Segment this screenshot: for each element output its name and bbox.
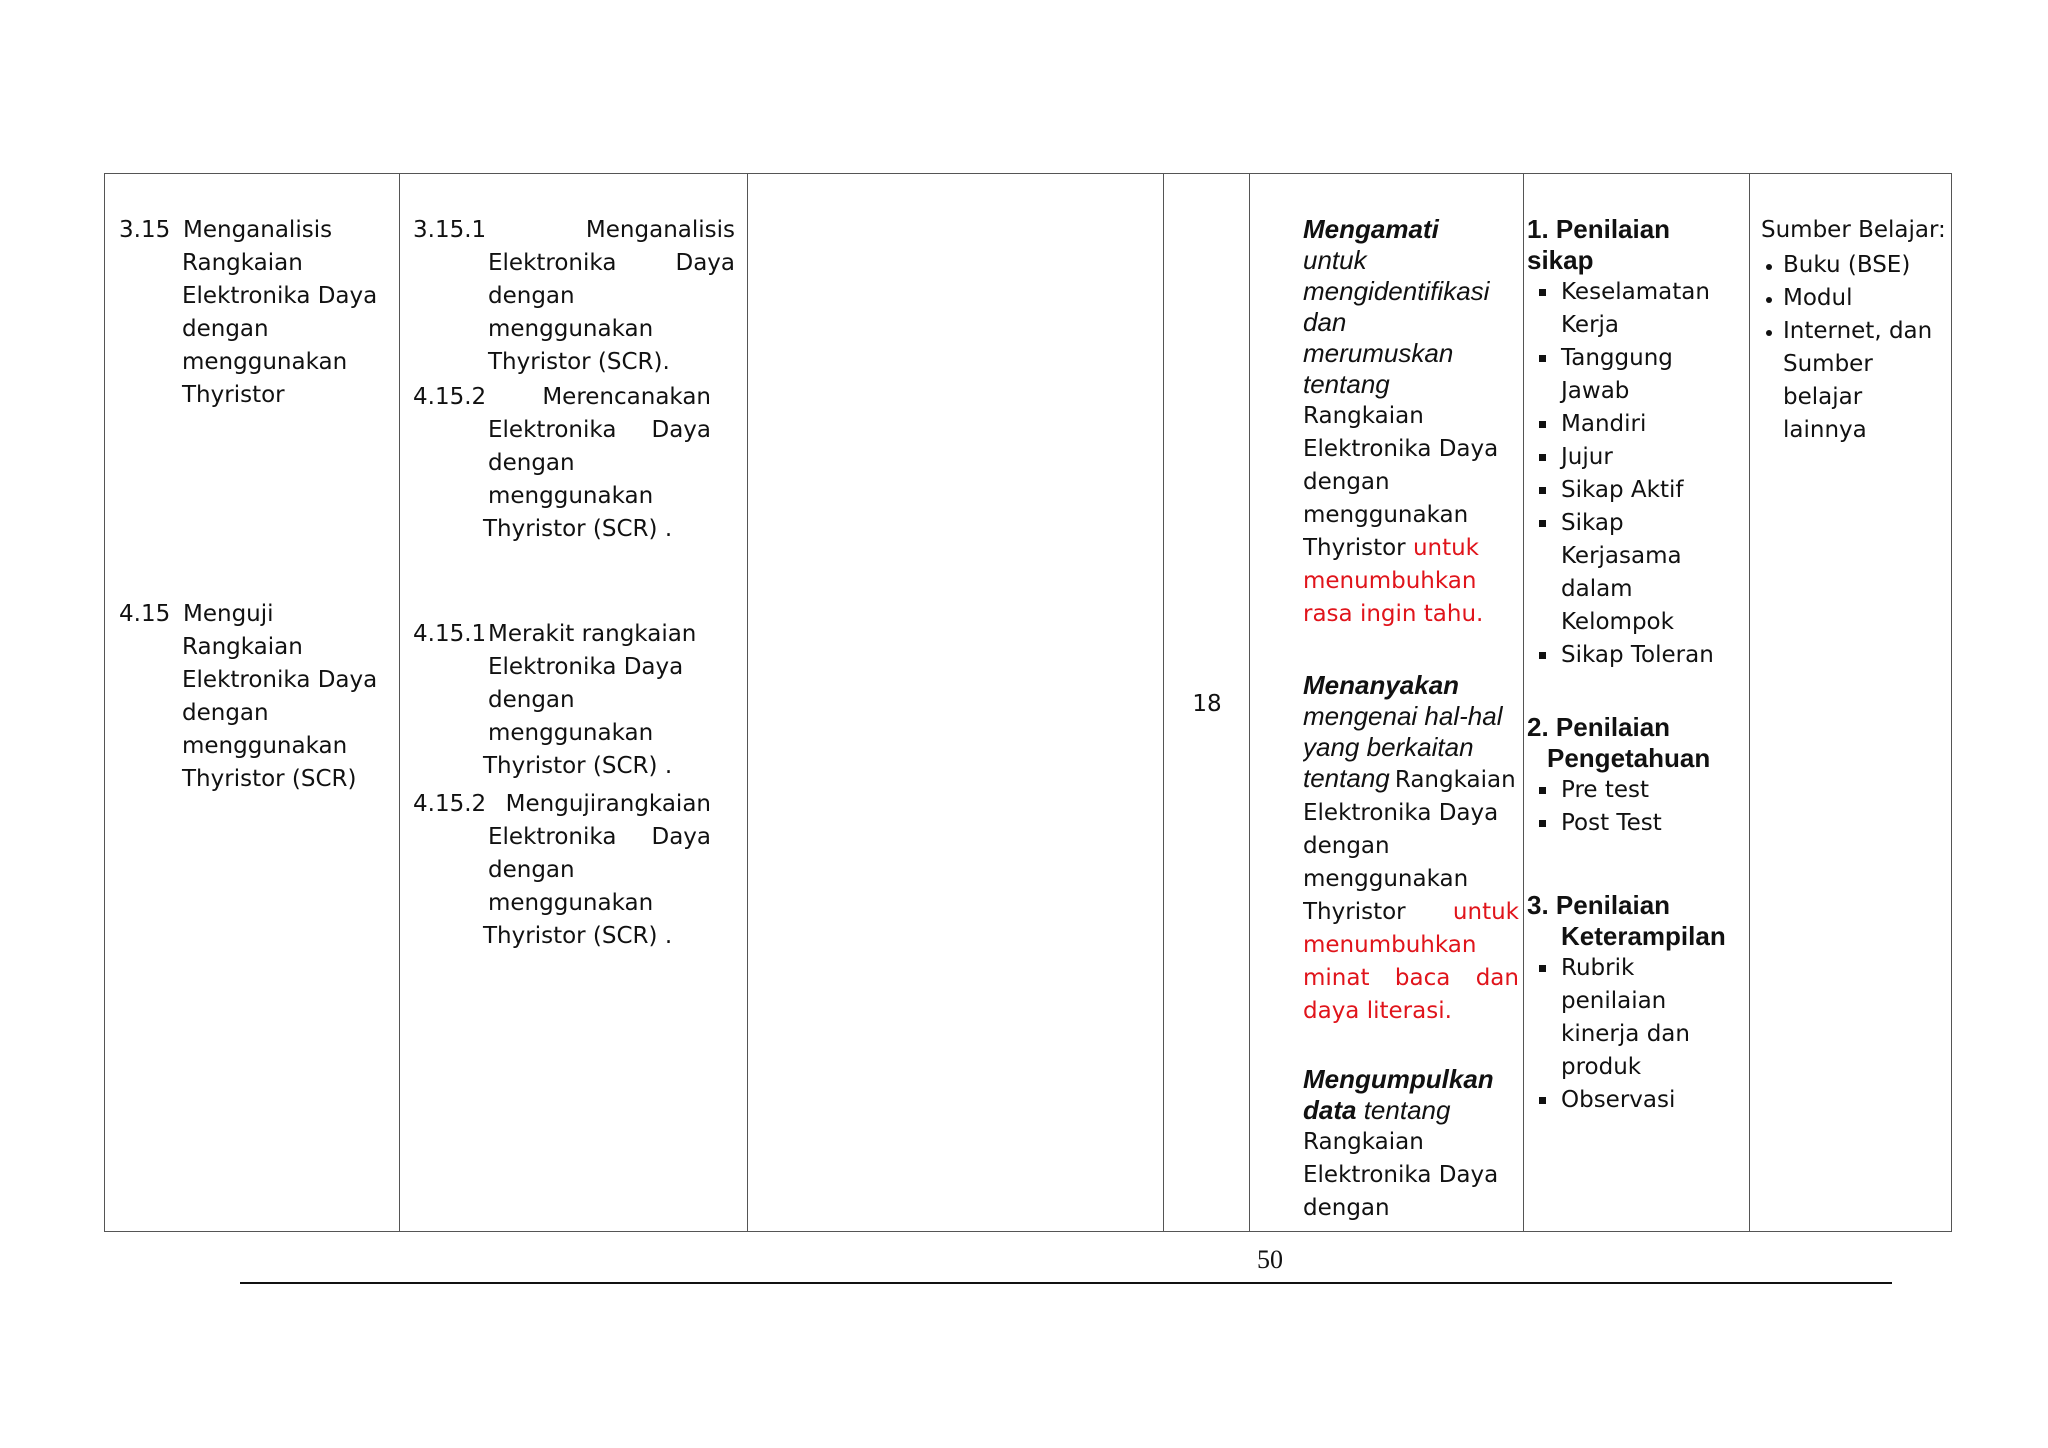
column-divider xyxy=(747,174,748,1231)
indicator-text: Thyristor (SCR) . xyxy=(483,516,673,542)
activity-text: Thyristor xyxy=(1303,899,1406,925)
assessment-item: Sikap Aktif xyxy=(1527,474,1747,507)
indicator-text: Menganalisis xyxy=(585,217,735,243)
learning-sources xyxy=(1761,214,1949,447)
indicator-4-15-1 xyxy=(413,618,739,783)
activity-text: dengan xyxy=(1303,833,1390,859)
activity-text: tentang xyxy=(1303,369,1390,399)
footer-rule xyxy=(240,1282,1892,1284)
column-divider xyxy=(1523,174,1524,1231)
indicator-4-15-2-plan xyxy=(413,381,711,546)
kd-text: menggunakan xyxy=(182,349,348,375)
assessment-keterampilan xyxy=(1527,890,1747,1117)
indicator-3-15-1 xyxy=(413,214,735,379)
kd-item-4-15 xyxy=(119,598,389,796)
activity-text-red: baca xyxy=(1394,965,1451,991)
activity-heading: data xyxy=(1303,1095,1357,1125)
assessment-item: Pre test xyxy=(1527,774,1747,807)
indicator-text: Merakit rangkaian xyxy=(488,621,697,647)
column-divider xyxy=(1749,174,1750,1231)
material-column xyxy=(749,174,1161,1231)
sources-title: Sumber Belajar: xyxy=(1761,217,1946,243)
activity-text-red: untuk xyxy=(1412,535,1480,561)
indicator-text: dengan menggunakan xyxy=(488,687,654,746)
indicator-text: dengan xyxy=(488,857,575,883)
assessment-item: Observasi xyxy=(1527,1084,1747,1117)
indicator-text: Thyristor (SCR) . xyxy=(483,753,673,779)
indicator-text: Thyristor (SCR) . xyxy=(483,923,673,949)
kd-text: Elektronika Daya xyxy=(182,283,378,309)
indicator-text: Mengujirangkaian xyxy=(505,791,711,817)
assessment-item: Sikap Toleran xyxy=(1527,639,1747,672)
activity-text-red: minat xyxy=(1303,965,1370,991)
activity-heading: Mengamati xyxy=(1303,214,1439,244)
kd-text: Elektronika Daya xyxy=(182,667,378,693)
indicator-text: Elektronika xyxy=(488,824,617,850)
column-divider xyxy=(1163,174,1164,1231)
activity-heading: Menanyakan xyxy=(1303,670,1460,700)
indicator-number: 3.15.1 xyxy=(413,217,487,243)
activity-text-red: rasa ingin tahu. xyxy=(1303,601,1484,627)
activity-text-red: daya literasi. xyxy=(1303,998,1452,1024)
indicator-text: Daya xyxy=(651,824,711,850)
source-item: Internet, dan Sumber belajar lainnya xyxy=(1761,315,1949,447)
assessment-title: sikap xyxy=(1527,245,1594,275)
indicator-text: Elektronika xyxy=(488,417,617,443)
kd-item-3-15 xyxy=(119,214,389,412)
assessment-item: Sikap Kerjasama dalam Kelompok xyxy=(1527,507,1747,639)
activity-text: Elektronika Daya xyxy=(1303,436,1499,462)
indicator-text: Thyristor (SCR). xyxy=(488,349,670,375)
kd-text: Thyristor (SCR) xyxy=(182,766,357,792)
time-column xyxy=(1165,174,1249,1231)
kd-text: Rangkaian xyxy=(182,250,303,276)
activity-text: Thyristor xyxy=(1303,535,1406,561)
activity-text: dan xyxy=(1303,307,1347,337)
assessment-item: Post Test xyxy=(1527,807,1747,840)
indicator-text: Merencanakan xyxy=(542,384,711,410)
indicator-text: Elektronika Daya xyxy=(488,654,684,680)
indicator-text: dengan menggunakan xyxy=(488,283,654,342)
activity-text: dengan xyxy=(1303,1195,1390,1221)
column-divider xyxy=(399,174,400,1231)
indicator-text: menggunakan xyxy=(488,890,654,916)
indicator-text: Daya xyxy=(651,417,711,443)
assessment-item: Mandiri xyxy=(1527,408,1747,441)
indicator-number: 4.15.2 xyxy=(413,791,487,817)
assessment-item: Rubrik penilaian kinerja dan produk xyxy=(1527,952,1747,1084)
kd-text: dengan xyxy=(182,700,269,726)
kd-text: Thyristor xyxy=(182,382,285,408)
kd-number: 3.15 xyxy=(119,217,171,243)
activity-text: menggunakan xyxy=(1303,502,1469,528)
activity-text: Rangkaian xyxy=(1303,1129,1424,1155)
kd-text: dengan xyxy=(182,316,269,342)
page-number: 50 xyxy=(1257,1245,1283,1274)
kd-text: Rangkaian xyxy=(182,634,303,660)
activity-text: untuk xyxy=(1303,245,1367,275)
indicator-column xyxy=(413,174,739,1231)
assessment-item: Keselamatan Kerja xyxy=(1527,276,1747,342)
activity-text: tentang xyxy=(1363,1095,1451,1125)
assessment-item: Tanggung Jawab xyxy=(1527,342,1747,408)
indicator-number: 4.15.1 xyxy=(413,621,487,647)
activity-text: tentang xyxy=(1303,763,1390,793)
activity-text: Elektronika Daya xyxy=(1303,800,1499,826)
activity-text-red: menumbuhkan xyxy=(1303,568,1477,594)
indicator-text: Elektronika xyxy=(488,250,617,276)
indicator-text: dengan xyxy=(488,450,575,476)
activity-menanyakan xyxy=(1303,670,1519,1028)
kd-text: Menganalisis xyxy=(183,217,333,243)
activity-text: mengidentifikasi xyxy=(1303,276,1490,306)
activity-text: Rangkaian xyxy=(1303,403,1424,429)
activity-heading: Mengumpulkan xyxy=(1303,1064,1494,1094)
kd-number: 4.15 xyxy=(119,601,171,627)
indicator-text: menggunakan xyxy=(488,483,654,509)
activity-mengamati xyxy=(1303,214,1519,631)
activity-text: menggunakan xyxy=(1303,866,1469,892)
activity-text: Elektronika Daya xyxy=(1303,1162,1499,1188)
activities-column xyxy=(1303,174,1519,1231)
assessment-title: 2. Penilaian xyxy=(1527,712,1671,742)
activity-text: yang berkaitan xyxy=(1303,732,1474,762)
assessment-title: 3. Penilaian xyxy=(1527,890,1671,920)
kd-column xyxy=(119,174,389,1231)
activity-text: mengenai hal-hal xyxy=(1303,701,1503,731)
kd-text: Menguji xyxy=(183,601,274,627)
assessment-column xyxy=(1527,174,1747,1231)
indicator-number: 4.15.2 xyxy=(413,384,487,410)
assessment-title: 1. Penilaian xyxy=(1527,214,1671,244)
assessment-sikap xyxy=(1527,214,1747,672)
column-divider xyxy=(1249,174,1250,1231)
assessment-pengetahuan xyxy=(1527,712,1747,840)
source-item: Modul xyxy=(1761,282,1949,315)
activity-text-red: menumbuhkan xyxy=(1303,932,1477,958)
kd-text: menggunakan xyxy=(182,733,348,759)
activity-text-red: dan xyxy=(1475,965,1519,991)
assessment-title: Pengetahuan xyxy=(1547,743,1711,773)
activity-text: merumuskan xyxy=(1303,338,1454,368)
assessment-title: Keterampilan xyxy=(1561,921,1726,951)
source-item: Buku (BSE) xyxy=(1761,249,1949,282)
syllabus-table xyxy=(104,173,1952,1232)
assessment-item: Jujur xyxy=(1527,441,1747,474)
indicator-4-15-2-test xyxy=(413,788,711,953)
time-allocation: 18 xyxy=(1192,691,1222,717)
activity-text: dengan xyxy=(1303,469,1390,495)
activity-mengumpulkan xyxy=(1303,1064,1519,1225)
sources-column xyxy=(1761,174,1949,1231)
activity-text: Rangkaian xyxy=(1394,767,1516,793)
activity-text-red: untuk xyxy=(1452,899,1519,925)
indicator-text: Daya xyxy=(675,250,735,276)
